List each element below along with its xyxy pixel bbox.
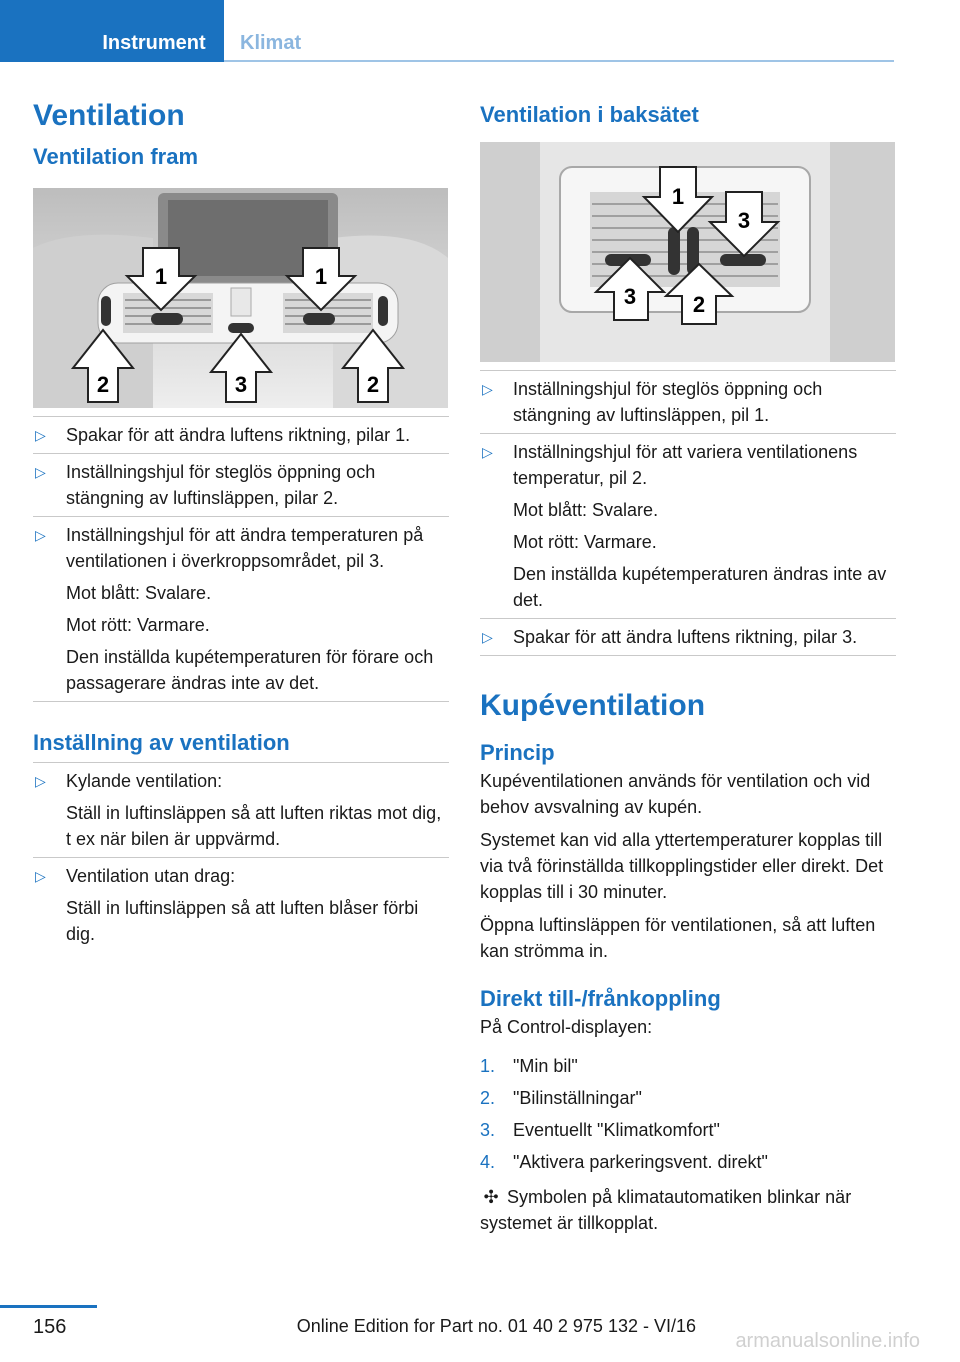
list-item: ▷ Inställningshjul för att ändra temperaturen på ventilationen i överkroppsområdet, pil 3. Mot blått: Svalare. Mot rött: Varmare. Den inställda kupétemperaturen för förare och passagerare ändras inte av det. xyxy=(33,517,449,702)
arrow-label: 3 xyxy=(737,208,751,233)
page-number: 156 xyxy=(33,1316,67,1338)
front-vent-list xyxy=(33,416,449,702)
note-text: Mot blått: Svalare. xyxy=(513,500,659,520)
arrow-label: 1 xyxy=(671,184,685,209)
triangle-bullet-icon: ▷ xyxy=(482,444,493,460)
list-item: ▷ Spakar för att ändra luftens riktning, pilar 1. xyxy=(33,416,449,454)
chapter-header xyxy=(0,0,894,62)
list-item: ▷ Spakar för att ändra luftens riktning, pilar 3. xyxy=(480,619,896,656)
triangle-bullet-icon: ▷ xyxy=(35,464,46,480)
paragraph: Öppna luftinsläppen för ventilationen, så att luften kan strömma in. xyxy=(480,915,876,961)
arrow-label: 2 xyxy=(692,292,706,317)
header-accent-bar xyxy=(0,0,84,62)
steps-list xyxy=(480,1050,896,1178)
note-text: Mot blått: Svalare. xyxy=(66,583,212,603)
triangle-bullet-icon: ▷ xyxy=(35,527,46,543)
rear-vent-illustration xyxy=(480,142,895,362)
list-item: ▷ Kylande ventilation: Ställ in luftinsläppen så att luften riktas mot dig, t ex när bilen är uppvärmd. xyxy=(33,762,449,858)
header-rule xyxy=(224,60,894,62)
list-item: 3. Eventuellt "Klimatkomfort" xyxy=(480,1120,720,1140)
watermark: armanualsonline.info xyxy=(735,1330,920,1352)
arrow-label: 1 xyxy=(154,264,168,289)
section-title-cabin-ventilation: Kupéventilation xyxy=(480,689,706,722)
list-item: 4. "Aktivera parkeringsvent. direkt" xyxy=(480,1152,768,1172)
list-item: ▷ Ventilation utan drag: Ställ in luftinsläppen så att luften blåser förbi dig. xyxy=(33,858,449,952)
arrow-label: 2 xyxy=(366,372,380,397)
list-item: ▷ Inställningshjul för steglös öppning och stängning av luftinsläppen, pil 1. xyxy=(480,370,896,434)
list-item: 2. "Bilinställningar" xyxy=(480,1088,642,1108)
subsection-title-principle: Princip xyxy=(480,740,555,765)
vent-settings-list xyxy=(33,762,449,952)
triangle-bullet-icon: ▷ xyxy=(35,773,46,789)
right-column xyxy=(480,100,896,1236)
page-title: Ventilation xyxy=(33,99,185,132)
list-item: ▷ Inställningshjul för steglös öppning och stängning av luftinsläppen, pilar 2. xyxy=(33,454,449,517)
arrow-label: 3 xyxy=(623,284,637,309)
arrow-label: 3 xyxy=(234,372,248,397)
note-text: Den inställda kupétemperaturen för förare och passagerare ändras inte av det. xyxy=(66,647,434,693)
rear-vent-list xyxy=(480,370,896,656)
triangle-bullet-icon: ▷ xyxy=(482,629,493,645)
paragraph: På Control-displayen: xyxy=(480,1017,653,1037)
list-item: ▷ Inställningshjul för att variera ventilationens temperatur, pil 2. Mot blått: Svalare. Mot rött: Varmare. Den inställda kupétemperaturen ändras inte av det. xyxy=(480,434,896,619)
triangle-bullet-icon: ▷ xyxy=(35,427,46,443)
tab-klimat[interactable]: Klimat xyxy=(240,32,302,54)
paragraph: Systemet kan vid alla yttertemperaturer kopplas till via två förinställda tillkopplingstider eller direkt. Det kopplas till i 30 minuter. xyxy=(480,830,884,902)
edition-text: Online Edition for Part no. 01 40 2 975 132 - VI/16 xyxy=(296,1316,696,1336)
note-text: Den inställda kupétemperaturen ändras inte av det. xyxy=(513,564,887,610)
section-title-front-ventilation: Ventilation fram xyxy=(33,144,199,169)
section-title-rear-ventilation: Ventilation i baksätet xyxy=(480,102,699,127)
note-text: Ställ in luftinsläppen så att luften riktas mot dig, t ex när bilen är uppvärmd. xyxy=(66,803,442,849)
left-column xyxy=(33,96,449,952)
arrow-label: 2 xyxy=(96,372,110,397)
fan-icon: ✣ xyxy=(483,1187,499,1207)
paragraph: Kupéventilationen används för ventilation och vid behov avsvalning av kupén. xyxy=(480,771,871,817)
subsection-title-direct-toggle: Direkt till-/frånkoppling xyxy=(480,986,721,1011)
list-item: 1. "Min bil" xyxy=(480,1056,578,1076)
footer-accent-bar xyxy=(0,1305,97,1308)
note-text: Mot rött: Varmare. xyxy=(66,615,210,635)
triangle-bullet-icon: ▷ xyxy=(35,868,46,884)
note-text: Mot rött: Varmare. xyxy=(513,532,657,552)
note-text: Ställ in luftinsläppen så att luften blåser förbi dig. xyxy=(66,898,419,944)
arrow-label: 1 xyxy=(314,264,328,289)
front-vent-illustration xyxy=(33,188,448,408)
triangle-bullet-icon: ▷ xyxy=(482,381,493,397)
section-title-vent-settings: Inställning av ventilation xyxy=(33,730,290,755)
tab-instrument[interactable]: Instrument xyxy=(84,0,224,62)
symbol-note: ✣ Symbolen på klimatautomatiken blinkar när systemet är tillkopplat. xyxy=(480,1184,896,1236)
